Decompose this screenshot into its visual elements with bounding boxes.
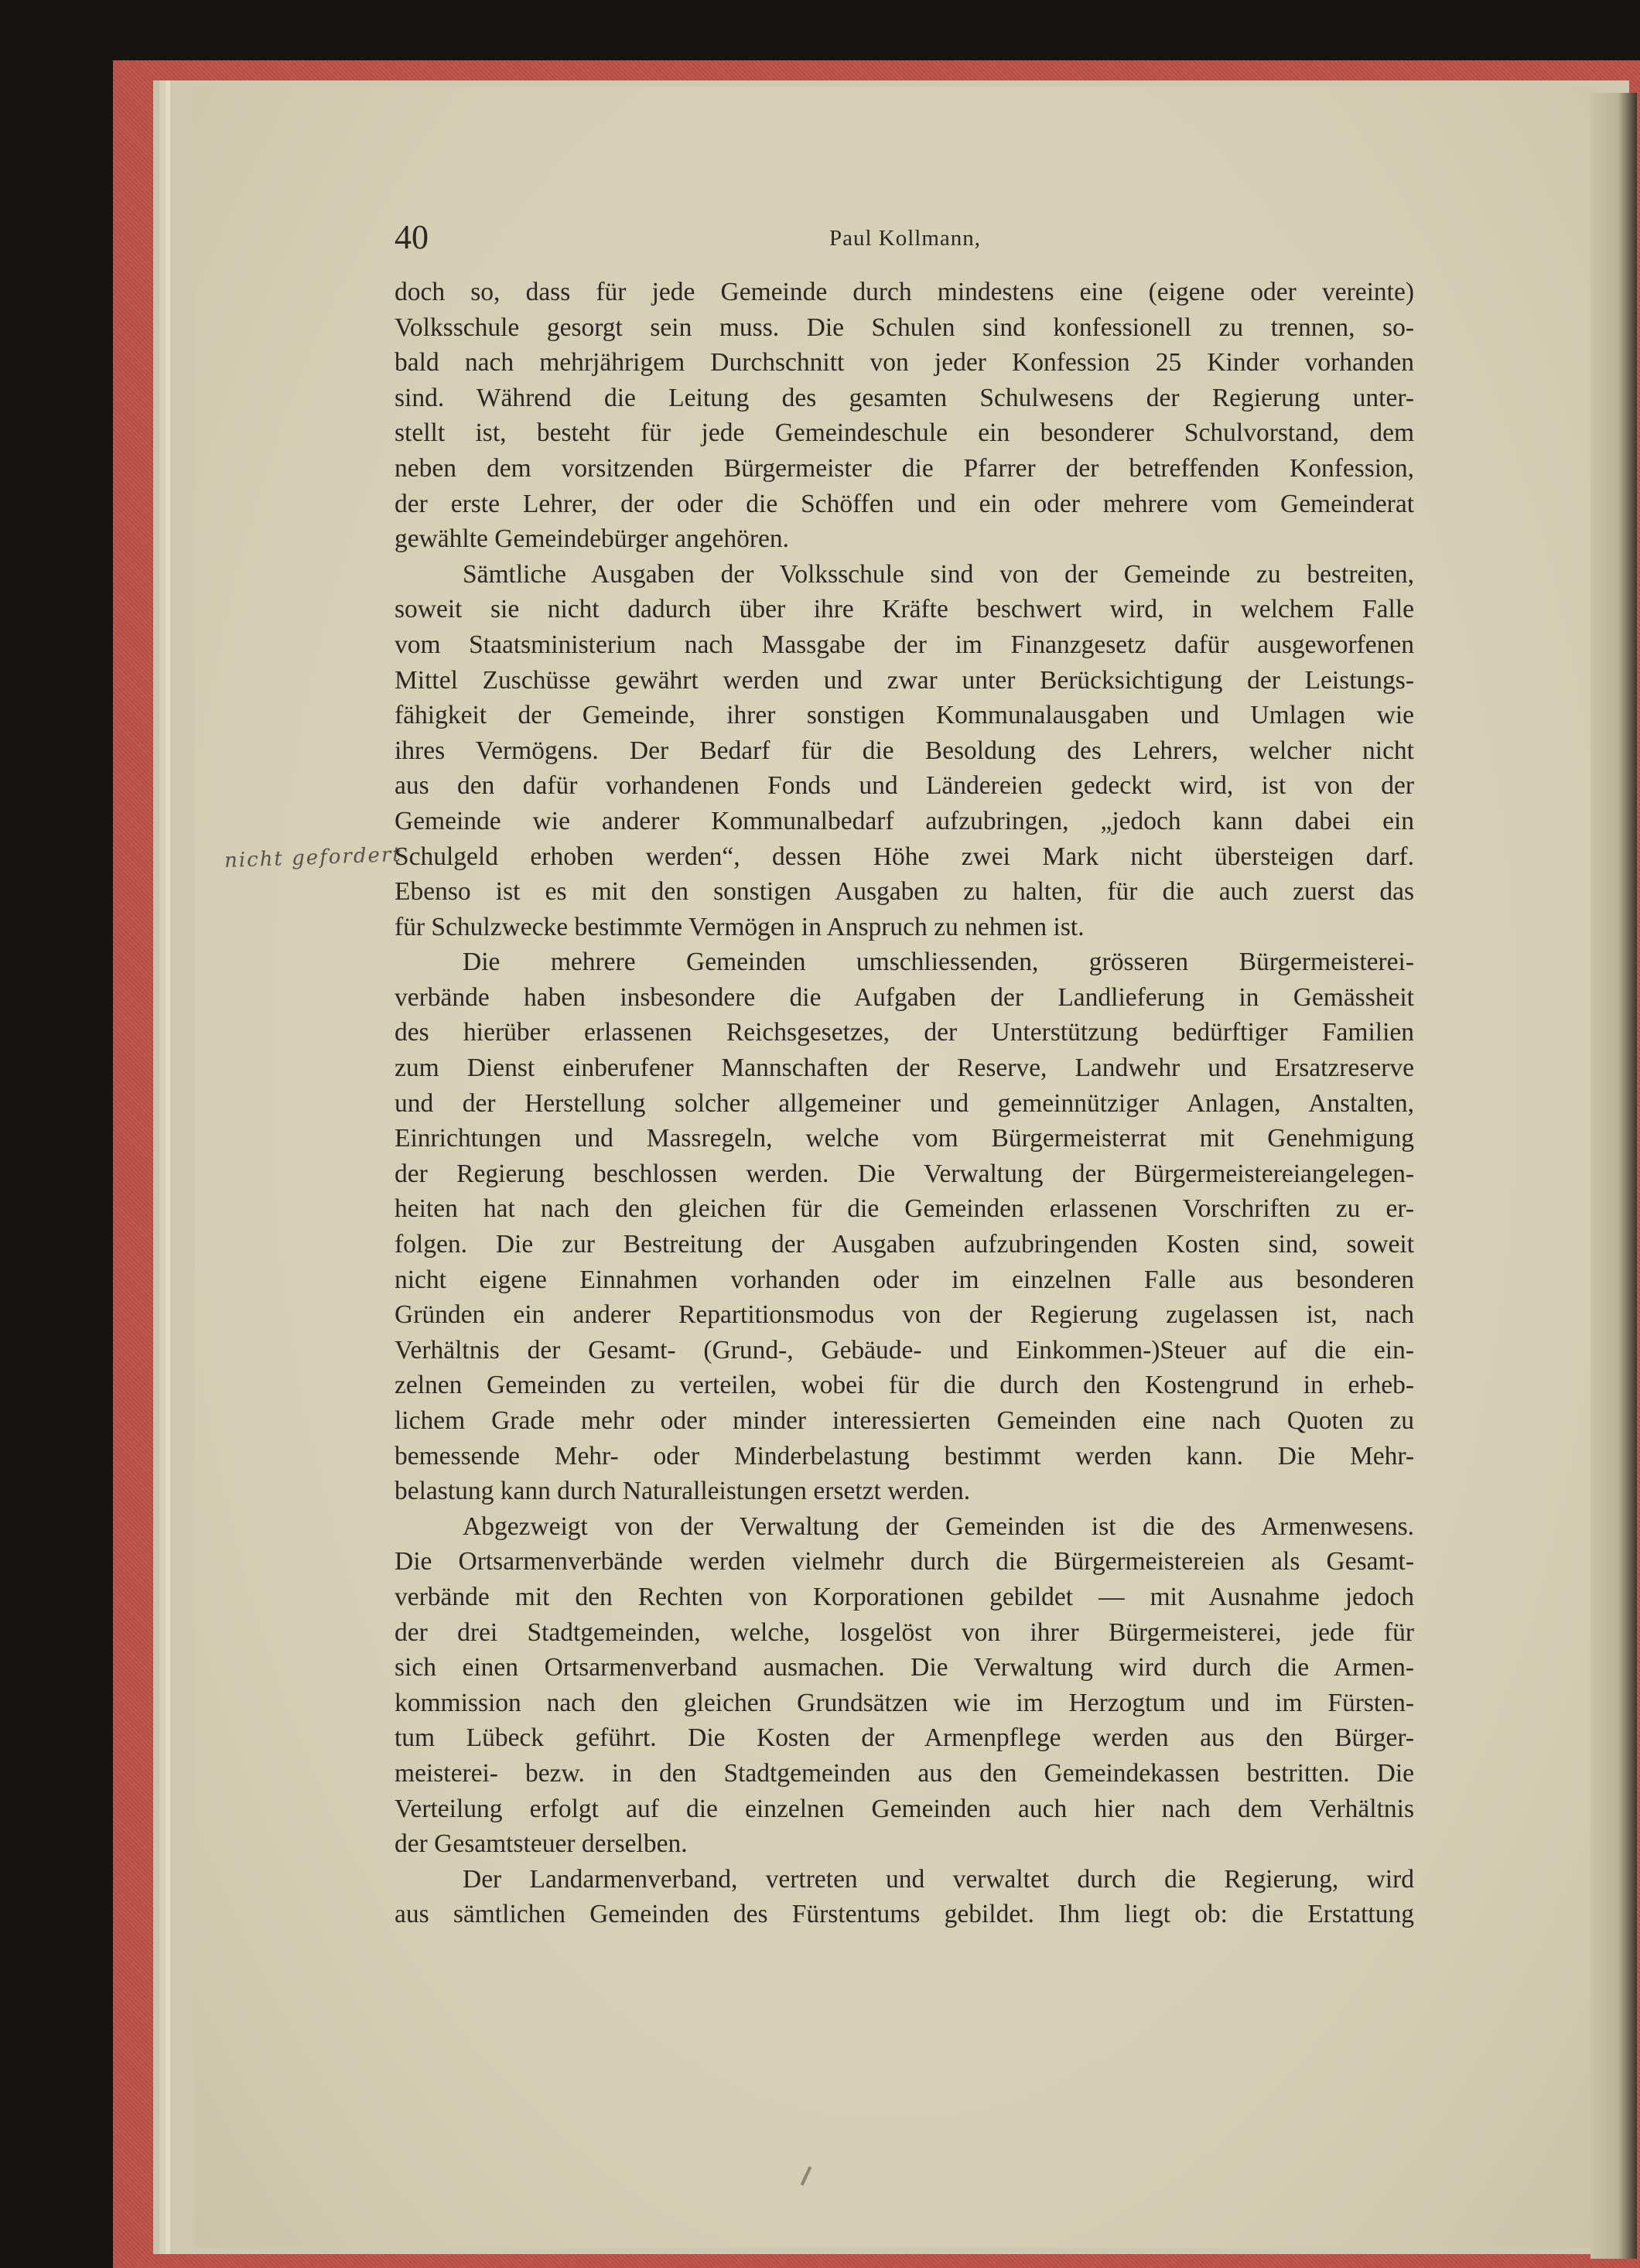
text-line: für Schulzwecke bestimmte Vermögen in Anspruch zu nehmen ist. bbox=[395, 912, 1085, 941]
text-line: meisterei- bezw. in den Stadtgemeinden aus den Gemeindekassen bestritten. Die bbox=[395, 1758, 1414, 1788]
text-line: Volksschule gesorgt sein muss. Die Schulen sind konfessionell zu trennen, so- bbox=[395, 313, 1414, 342]
text-line: zelnen Gemeinden zu verteilen, wobei für die durch den Kostengrund in erheb- bbox=[395, 1371, 1414, 1400]
text-line: aus sämtlichen Gemeinden des Fürstentums gebildet. Ihm liegt ob: die Erstattung bbox=[395, 1900, 1414, 1929]
body-text bbox=[395, 275, 1414, 1932]
text-line: neben dem vorsitzenden Bürgermeister die Pfarrer der betreffenden Konfession, bbox=[395, 453, 1414, 483]
text-line: bald nach mehrjährigem Durchschnitt von jeder Konfession 25 Kinder vorhanden bbox=[395, 348, 1414, 377]
text-line: vom Staatsministerium nach Massgabe der im Finanzgesetz dafür ausgeworfenen bbox=[395, 630, 1414, 659]
text-line: der drei Stadtgemeinden, welche, losgelöst von ihrer Bürgermeisterei, jede für bbox=[395, 1617, 1414, 1647]
text-line: Ebenso ist es mit den sonstigen Ausgaben zu halten, für die auch zuerst das bbox=[395, 877, 1414, 907]
text-line: des hierüber erlassenen Reichsgesetzes, der Unterstützung bedürftiger Familien bbox=[395, 1018, 1414, 1047]
text-line: doch so, dass für jede Gemeinde durch mindestens eine (eigene oder vereinte) bbox=[395, 278, 1414, 306]
text-line: belastung kann durch Naturalleistungen ersetzt werden. bbox=[395, 1477, 971, 1506]
text-line: Verhältnis der Gesamt- (Grund-, Gebäude- und Einkommen-)Steuer auf die ein- bbox=[395, 1335, 1414, 1365]
text-line: verbände haben insbesondere die Aufgaben der Landlieferung in Gemässheit bbox=[395, 982, 1414, 1012]
text-line: verbände mit den Rechten von Korporationen gebildet — mit Ausnahme jedoch bbox=[395, 1582, 1414, 1611]
text-line: soweit sie nicht dadurch über ihre Kräfte beschwert wird, in welchem Falle bbox=[395, 595, 1414, 624]
page-number: 40 bbox=[395, 218, 429, 256]
text-line: sind. Während die Leitung des gesamten Schulwesens der Regierung unter- bbox=[395, 383, 1414, 412]
text-line: der Gesamtsteuer derselben. bbox=[395, 1829, 688, 1859]
text-line: Der Landarmenverband, vertreten und verwaltet durch die Regierung, wird bbox=[463, 1864, 1414, 1894]
page-edge bbox=[1590, 93, 1637, 2259]
text-line: Abgezweigt von der Verwaltung der Gemeinden ist die des Armenwesens. bbox=[463, 1511, 1414, 1541]
text-line: zum Dienst einberufener Mannschaften der Reserve, Landwehr und Ersatzreserve bbox=[395, 1054, 1414, 1083]
text-line: nicht eigene Einnahmen vorhanden oder im einzelnen Falle aus besonderen bbox=[395, 1265, 1414, 1294]
text-line: Sämtliche Ausgaben der Volksschule sind von der Gemeinde zu bestreiten, bbox=[463, 559, 1414, 589]
text-line: aus den dafür vorhandenen Fonds und Ländereien gedeckt wird, ist von der bbox=[395, 771, 1414, 801]
text-line: gewählte Gemeindebürger angehören. bbox=[395, 524, 790, 554]
text-line: sich einen Ortsarmenverband ausmachen. Die Verwaltung wird durch die Armen- bbox=[395, 1653, 1414, 1682]
text-line: Einrichtungen und Massregeln, welche vom Bürgermeisterrat mit Genehmigung bbox=[395, 1124, 1414, 1153]
text-line: lichem Grade mehr oder minder interessierten Gemeinden eine nach Quoten zu bbox=[395, 1406, 1414, 1435]
text-line: fähigkeit der Gemeinde, ihrer sonstigen Kommunalausgaben und Umlagen wie bbox=[395, 701, 1414, 730]
text-line: Schulgeld erhoben werden“, dessen Höhe zwei Mark nicht übersteigen darf. bbox=[395, 842, 1414, 871]
text-line: folgen. Die zur Bestreitung der Ausgaben aufzubringenden Kosten sind, soweit bbox=[395, 1230, 1414, 1259]
text-line: Gemeinde wie anderer Kommunalbedarf aufzubringen, „jedoch kann dabei ein bbox=[395, 806, 1414, 835]
text-line: heiten hat nach den gleichen für die Gemeinden erlassenen Vorschriften zu er- bbox=[395, 1194, 1414, 1224]
text-line: und der Herstellung solcher allgemeiner und gemeinnütziger Anlagen, Anstalten, bbox=[395, 1088, 1414, 1118]
text-line: stellt ist, besteht für jede Gemeindeschule ein besonderer Schulvorstand, dem bbox=[395, 418, 1414, 448]
text-line: Mittel Zuschüsse gewährt werden und zwar unter Berücksichtigung der Leistungs- bbox=[395, 665, 1414, 695]
running-head: Paul Kollmann, bbox=[829, 226, 982, 251]
text-line: Die Ortsarmenverbände werden vielmehr durch die Bürgermeistereien als Gesamt- bbox=[395, 1547, 1414, 1576]
page-header bbox=[395, 218, 1416, 257]
text-line: Die mehrere Gemeinden umschliessenden, grösseren Bürgermeisterei- bbox=[463, 948, 1414, 977]
text-line: Gründen ein anderer Repartitionsmodus von der Regierung zugelassen ist, nach bbox=[395, 1300, 1414, 1330]
text-line: der Regierung beschlossen werden. Die Verwaltung der Bürgermeistereiangelegen- bbox=[395, 1159, 1414, 1188]
text-line: Verteilung erfolgt auf die einzelnen Gemeinden auch hier nach dem Verhältnis bbox=[395, 1794, 1414, 1823]
handwritten-margin-note: nicht gefordert bbox=[224, 843, 403, 873]
text-line: kommission nach den gleichen Grundsätzen wie im Herzogtum und im Fürsten- bbox=[395, 1688, 1414, 1717]
text-line: ihres Vermögens. Der Bedarf für die Besoldung des Lehrers, welcher nicht bbox=[395, 736, 1414, 765]
text-line: bemessende Mehr- oder Minderbelastung bestimmt werden kann. Die Mehr- bbox=[395, 1441, 1414, 1470]
text-line: der erste Lehrer, der oder die Schöffen und ein oder mehrere vom Gemeinderat bbox=[395, 489, 1414, 518]
text-line: tum Lübeck geführt. Die Kosten der Armenpflege werden aus den Bürger- bbox=[395, 1723, 1414, 1753]
